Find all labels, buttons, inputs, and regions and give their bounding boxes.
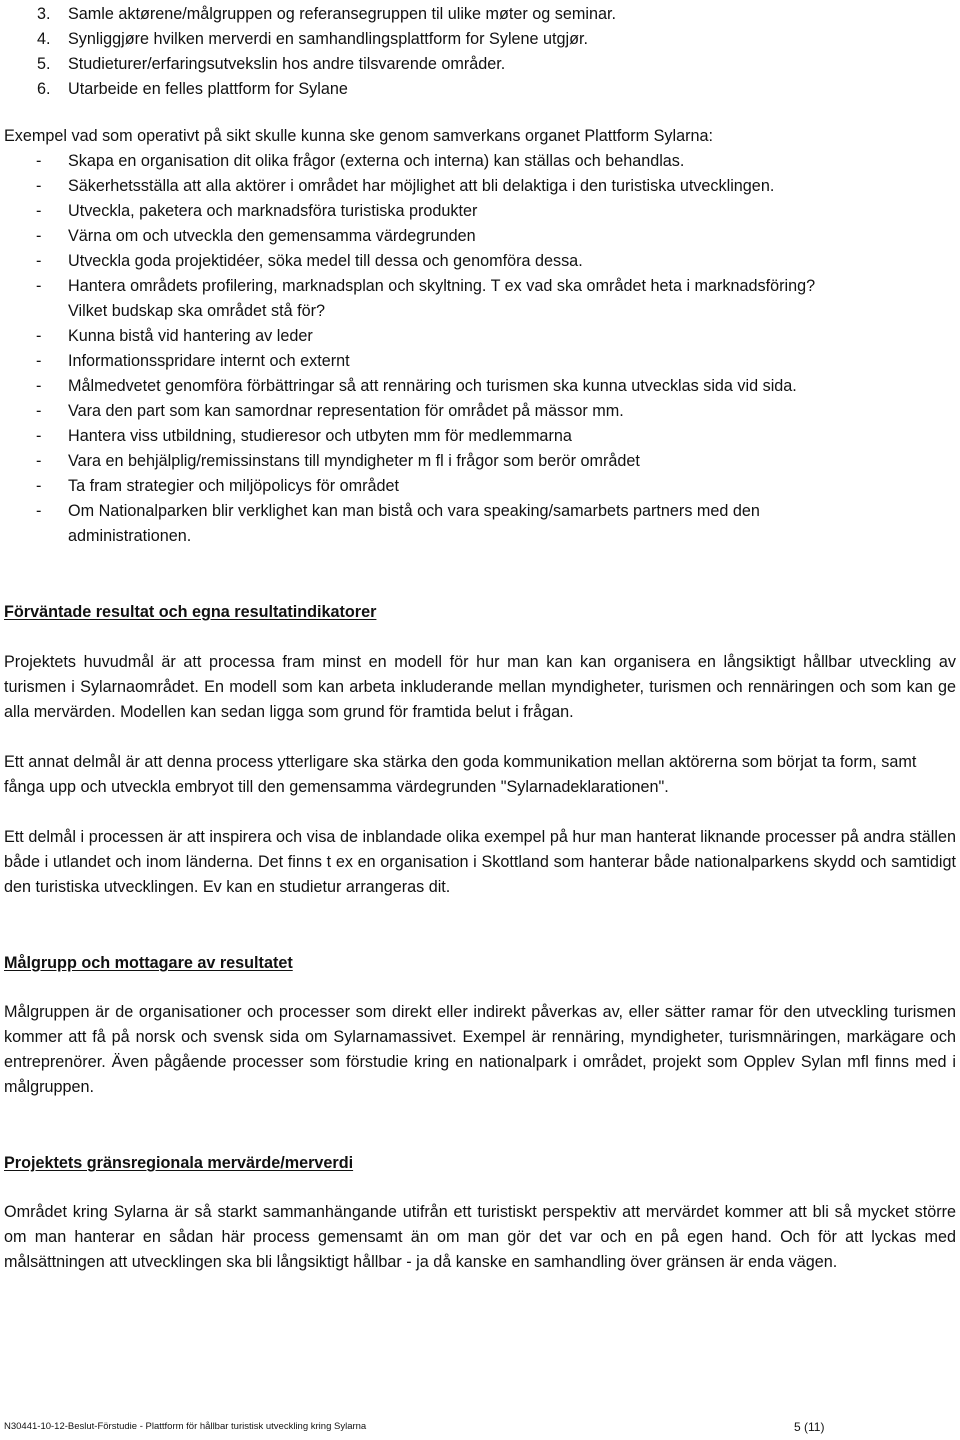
activity-text: administrationen. xyxy=(68,527,192,545)
activity-text: Vilket budskap ska området stå för? xyxy=(68,302,326,320)
activity-text: Vara den part som kan samordnar representation för området på mässor mm. xyxy=(68,402,624,420)
activity-item xyxy=(0,374,960,399)
dash-marker: - xyxy=(36,352,42,370)
dash-marker: - xyxy=(36,477,42,495)
activity-text: Skapa en organisation dit olika frågor (externa och interna) kan ställas och behandlas. xyxy=(68,152,685,170)
malgrupp-paragraph: Målgruppen är de organisationer och processer som direkt eller indirekt påverkas av, eller sätter ramar för den utveckling turismen kommer att få på norsk och svensk sida om Sylarnamassivet. Exempel är rennäring, myndigheter, turismnäringen, markägare och entreprenörer. Även pågående processer som förstudie kring en nationalpark i området, projekt som Opplev Sylan mfl finns med i målgruppen. xyxy=(4,1003,956,1096)
activity-item xyxy=(0,149,960,174)
item-number: 6. xyxy=(37,80,51,98)
intro-paragraph: Exempel vad som operativt på sikt skulle kunna ske genom samverkans organet Plattform Sylarna: xyxy=(4,127,713,145)
item-number: 3. xyxy=(37,5,51,23)
activity-text: Om Nationalparken blir verklighet kan man bistå och vara speaking/samarbets partners med den xyxy=(68,502,760,520)
dash-marker: - xyxy=(36,377,42,395)
activity-text: Hantera områdets profilering, marknadsplan och skyltning. T ex vad ska området heta i marknadsföring? xyxy=(68,277,816,295)
dash-marker: - xyxy=(36,177,42,195)
dash-marker: - xyxy=(36,202,42,220)
activity-text: Målmedvetet genomföra förbättringar så att rennäring och turismen ska kunna utvecklas sida vid sida. xyxy=(68,377,797,395)
item-number: 4. xyxy=(37,30,51,48)
activity-item xyxy=(0,324,960,349)
activity-item xyxy=(0,274,960,324)
numbered-list xyxy=(0,2,960,102)
activity-list xyxy=(0,149,960,549)
activity-item xyxy=(0,499,960,549)
numbered-item xyxy=(0,52,960,77)
dash-marker: - xyxy=(36,277,42,295)
page-number: 5 (11) xyxy=(794,1420,825,1434)
activity-text: Utveckla goda projektidéer, söka medel till dessa och genomföra dessa. xyxy=(68,252,583,270)
dash-marker: - xyxy=(36,427,42,445)
activity-item xyxy=(0,224,960,249)
resultat-paragraph-2: Ett annat delmål är att denna process ytterligare ska stärka den goda kommunikation mellan aktörerna som börjat ta form, samt fånga upp och utveckla embryot till den gemensamma värdegrunden "Sylarnadeklarationen". xyxy=(4,753,917,796)
section-heading-resultat: Förväntade resultat och egna resultatindikatorer xyxy=(4,603,377,621)
activity-item xyxy=(0,399,960,424)
dash-marker: - xyxy=(36,252,42,270)
item-text: Studieturer/erfaringsutvekslin hos andre tilsvarende områder. xyxy=(68,55,506,73)
numbered-item xyxy=(0,2,960,27)
activity-text: Vara en behjälplig/remissinstans till myndigheter m fl i frågor som berör området xyxy=(68,452,640,470)
item-text: Synliggjøre hvilken merverdi en samhandlingsplattform for Sylene utgjør. xyxy=(68,30,589,48)
dash-marker: - xyxy=(36,152,42,170)
activity-item xyxy=(0,249,960,274)
activity-item xyxy=(0,424,960,449)
activity-text: Hantera viss utbildning, studieresor och utbyten mm för medlemmarna xyxy=(68,427,572,445)
activity-item xyxy=(0,349,960,374)
activity-text: Ta fram strategier och miljöpolicys för området xyxy=(68,477,400,495)
activity-text: Utveckla, paketera och marknadsföra turistiska produkter xyxy=(68,202,478,220)
activity-text: Informationsspridare internt och externt xyxy=(68,352,350,370)
activity-text: Värna om och utveckla den gemensamma värdegrunden xyxy=(68,227,476,245)
dash-marker: - xyxy=(36,452,42,470)
mervarde-paragraph: Området kring Sylarna är så starkt sammanhängande utifrån ett turistiskt perspektiv att mervärdet kommer att bli så mycket större om man hanterar en sådan här process gemensamt än om man gör det var och en på egen hand. Och för att lyckas med målsättningen att utvecklingen ska bli långsiktigt hållbar - ja då kanske en samhandling över gränsen är enda vägen. xyxy=(4,1203,956,1271)
numbered-item xyxy=(0,27,960,52)
section-heading-mervarde: Projektets gränsregionala mervärde/merverdi xyxy=(4,1154,354,1172)
section-heading-malgrupp: Målgrupp och mottagare av resultatet xyxy=(4,954,293,972)
page-footer xyxy=(4,1418,956,1436)
item-number: 5. xyxy=(37,55,51,73)
activity-item xyxy=(0,474,960,499)
resultat-paragraph-3: Ett delmål i processen är att inspirera och visa de inblandade olika exempel på hur man hanterat liknande processer på andra ställen både i utlandet och inom länderna. Det finns t ex en organisation i Skottland som hanterar både nationalparkens skydd och samtidigt den turistiska utvecklingen. Ev kan en studietur arrangeras dit. xyxy=(4,828,956,896)
resultat-paragraph-1: Projektets huvudmål är att processa fram minst en modell för hur man kan kan organisera en långsiktigt hållbar utveckling av turismen i Sylarnaområdet. En modell som kan arbeta inkluderande mellan myndigheter, turismen och rennäringen och som kan ge alla mervärden. Modellen kan sedan ligga som grund för framtida belut i frågan. xyxy=(4,653,956,721)
activity-item xyxy=(0,174,960,199)
dash-marker: - xyxy=(36,227,42,245)
activity-text: Kunna bistå vid hantering av leder xyxy=(68,327,313,345)
activity-text: Säkerhetsställa att alla aktörer i området har möjlighet att bli delaktiga i den turistiska utvecklingen. xyxy=(68,177,775,195)
activity-item xyxy=(0,199,960,224)
activity-item xyxy=(0,449,960,474)
dash-marker: - xyxy=(36,402,42,420)
item-text: Utarbeide en felles plattform for Sylane xyxy=(68,80,348,98)
dash-marker: - xyxy=(36,502,42,520)
item-text: Samle aktørene/målgruppen og referansegruppen til ulike møter og seminar. xyxy=(68,5,616,23)
dash-marker: - xyxy=(36,327,42,345)
footer-document-reference: N30441-10-12-Beslut-Förstudie - Plattform för hållbar turistisk utveckling kring Sylarna xyxy=(4,1421,367,1432)
numbered-item xyxy=(0,77,960,102)
